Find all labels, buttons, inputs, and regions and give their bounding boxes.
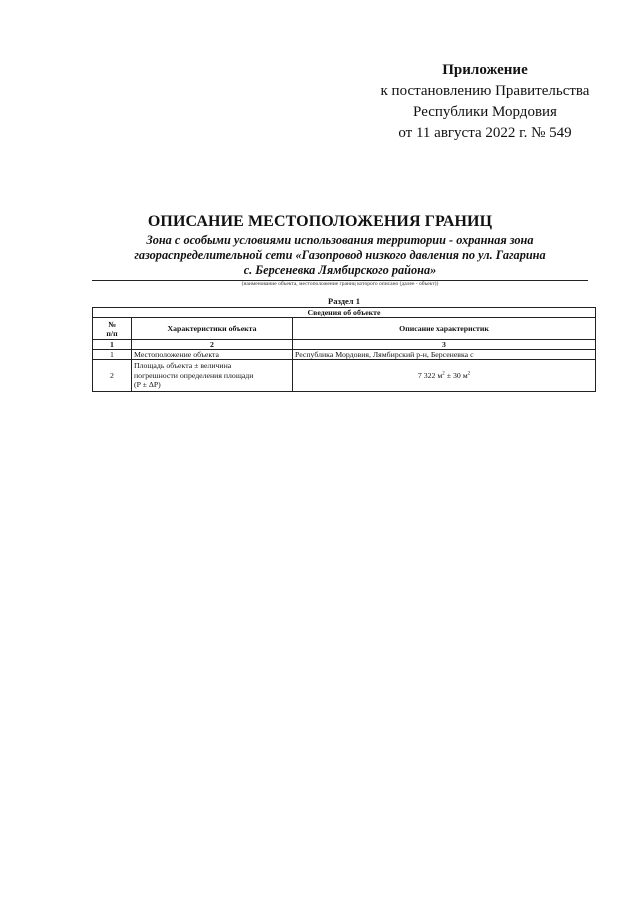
row-number: 1 [93, 350, 132, 360]
characteristic-line: Площадь объекта ± величина [134, 361, 232, 371]
subtitle-caption: (наименование объекта, местоположение границ которого описано (далее - объект)) [241, 281, 439, 287]
document-subtitle [92, 233, 588, 279]
area-error: ± 30 м [444, 371, 468, 380]
object-info-table [92, 307, 596, 392]
column-number-row [93, 340, 596, 350]
row-number: 2 [93, 360, 132, 392]
table-row [93, 360, 596, 392]
column-number: 1 [93, 340, 132, 350]
area-value: 7 322 м [417, 371, 443, 380]
row-characteristic [132, 360, 293, 392]
table-caption: Сведения об объекте [93, 308, 596, 318]
row-characteristic: Местоположение объекта [132, 350, 293, 360]
subtitle-line: с. Берсеневка Лямбирского района» [243, 263, 437, 278]
table-header-row [93, 318, 596, 340]
characteristic-line: погрешности определения площади [134, 370, 254, 380]
section-title: Раздел 1 [328, 296, 360, 306]
subtitle-line: Зона с особыми условиями использования территории - охранная зона [146, 233, 534, 247]
header-number [93, 318, 132, 340]
row-area-value [293, 360, 596, 392]
appendix-heading: Приложение [442, 62, 528, 78]
document-title: ОПИСАНИЕ МЕСТОПОЛОЖЕНИЯ ГРАНИЦ [147, 213, 493, 230]
row-description: Республика Мордовия, Лямбирский р-н, Берсеневка с [293, 350, 596, 360]
header-description: Описание характеристик [293, 318, 596, 340]
column-number: 2 [132, 340, 293, 350]
column-number: 3 [293, 340, 596, 350]
appendix-line: Республики Мордовия [413, 104, 557, 120]
error-unit-exponent: 2 [467, 371, 471, 377]
header-number-label: п/п [106, 328, 118, 338]
header-characteristics: Характеристики объекта [132, 318, 293, 340]
appendix-block [340, 60, 630, 144]
subtitle-line: газораспределительной сети «Газопровод низкого давления по ул. Гагарина [134, 248, 546, 263]
appendix-date-line: от 11 августа 2022 г. № 549 [398, 125, 572, 141]
table-row [93, 350, 596, 360]
table-caption-row [93, 308, 596, 318]
characteristic-line: (P ± ΔP) [134, 380, 161, 390]
appendix-line: к постановлению Правительства [380, 83, 590, 99]
header-number-symbol: № [108, 319, 116, 329]
area-unit-exponent: 2 [442, 371, 445, 377]
